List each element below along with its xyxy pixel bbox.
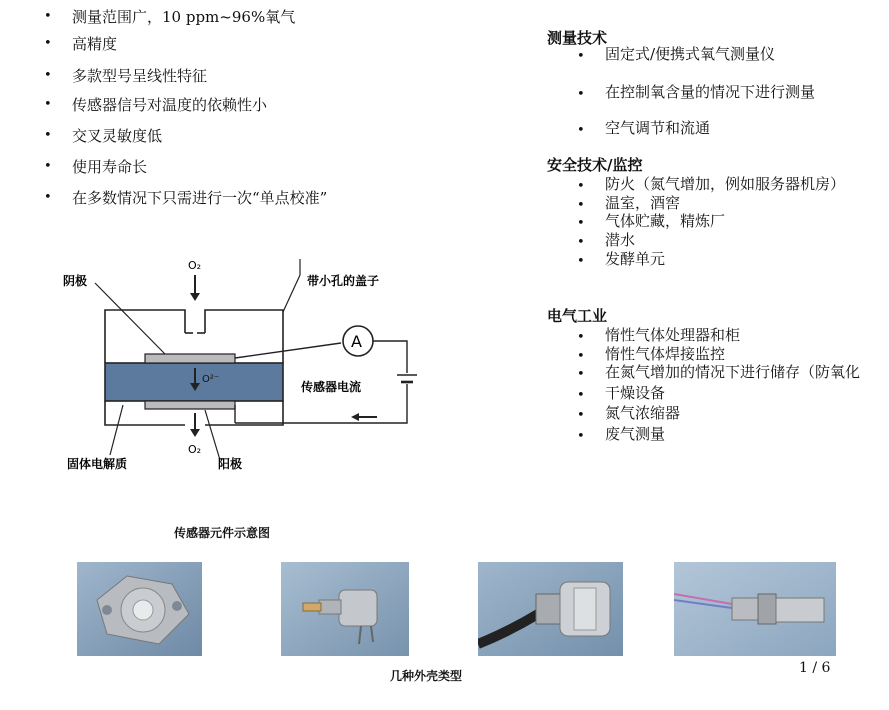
bullet-icon: • [577,429,585,444]
bullet-icon: • [577,388,585,403]
bullet-icon: • [44,190,52,205]
diagram-caption: 传感器元件示意图 [174,526,271,540]
bullet-icon: • [577,349,585,364]
bullet-icon: • [577,179,585,194]
bullet-icon: • [44,9,52,24]
bullet-icon: • [577,330,585,345]
anode-plate [145,401,235,409]
sensor-current-label: 传感器电流 [301,380,362,394]
housing-photo-3 [478,562,623,656]
o2-outlet-label: O₂ [188,443,202,456]
photos-caption: 几种外壳类型 [390,669,463,683]
bullet-icon: • [44,128,52,143]
anode-label: 阳极 [218,457,243,471]
bullet-icon: • [44,68,52,83]
electrolyte-label: 固体电解质 [67,457,128,471]
arrow-down-icon [190,293,200,301]
sensor-element-diagram [55,255,425,490]
housing-photo-4 [674,562,836,656]
bullet-icon: • [44,97,52,112]
bullet-icon: • [577,123,585,138]
housing-photo-1 [77,562,202,656]
oxygen-ion-label: O²⁻ [202,374,220,385]
bullet-icon: • [44,36,52,51]
bullet-icon: • [577,367,585,382]
section-title: 电气工业 [547,307,608,325]
housing-photo-2 [281,562,409,656]
bullet-icon: • [577,49,585,64]
bullet-icon: • [577,408,585,423]
current-arrow-icon [351,413,359,421]
o2-inlet-label: O₂ [188,259,202,272]
page-number: 1 / 6 [799,660,831,676]
bullet-icon: • [577,235,585,250]
bullet-icon: • [577,198,585,213]
bullet-icon: • [577,87,585,102]
bullet-icon: • [577,254,585,269]
cap-label: 带小孔的盖子 [307,274,380,288]
bullet-icon: • [44,159,52,174]
arrow-down-icon [190,429,200,437]
ammeter-label: A [351,332,362,351]
section-title: 安全技术/监控 [547,156,643,174]
cathode-plate [145,354,235,363]
bullet-icon: • [577,216,585,231]
section-title: 测量技术 [547,29,608,47]
cathode-label: 阴极 [63,274,88,288]
